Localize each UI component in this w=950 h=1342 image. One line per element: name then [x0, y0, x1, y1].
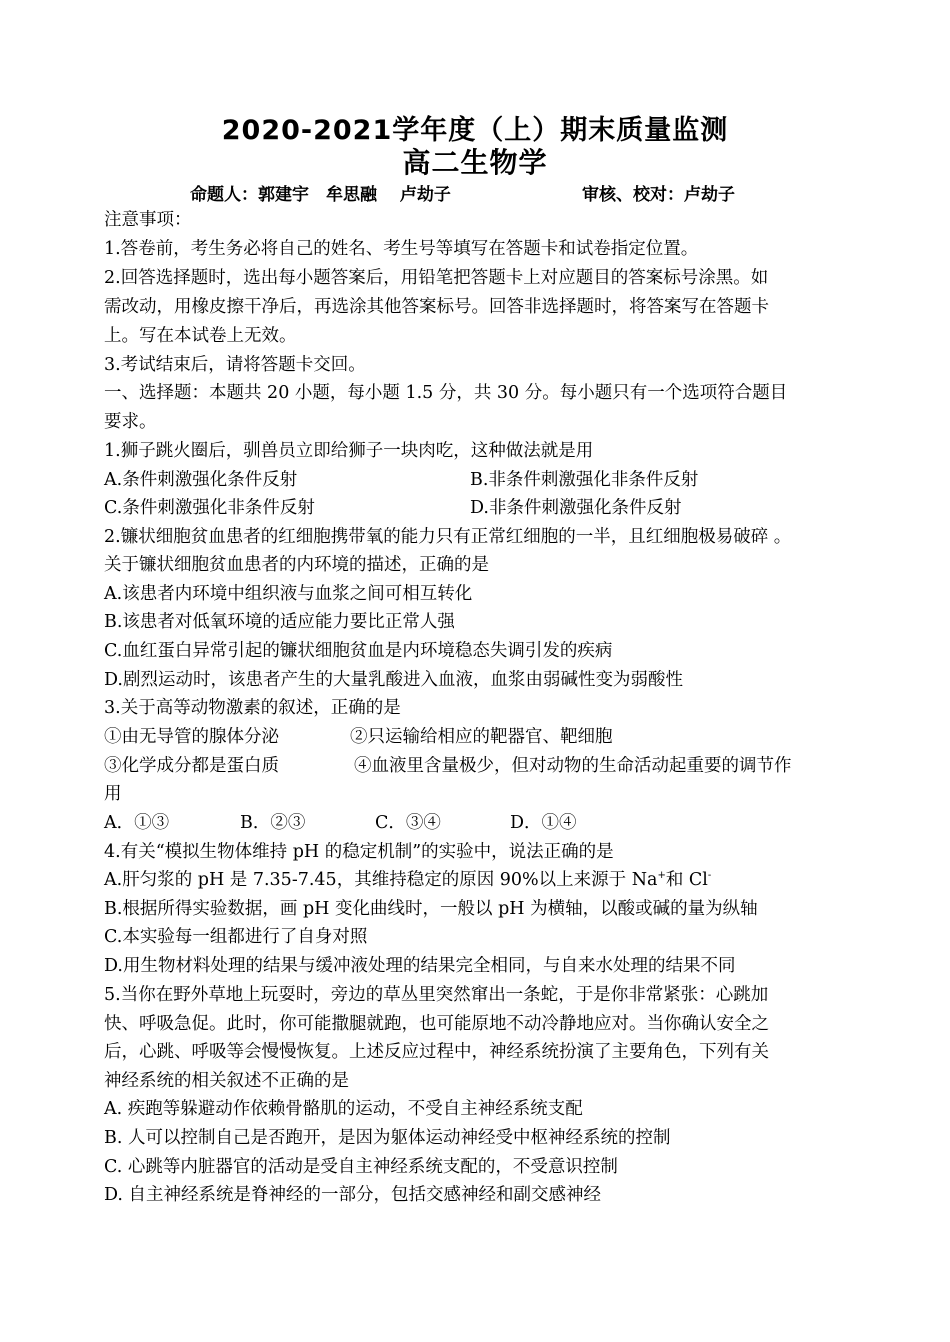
q2-option-d: D.剧烈运动时，该患者产生的大量乳酸进入血液，血浆由弱碱性变为弱酸性	[104, 670, 683, 690]
notice-heading: 注意事项：	[104, 210, 192, 230]
q4-option-b: B.根据所得实验数据，画 pH 变化曲线时，一般以 pH 为横轴，以酸或碱的量为纵轴	[104, 899, 758, 919]
q1-option-c: C.条件刺激强化非条件反射	[104, 498, 315, 518]
exam-title: 2020-2021学年度（上）期末质量监测	[221, 115, 729, 146]
notice-line: 2.回答选择题时，选出每小题答案后，用铅笔把答题卡上对应题目的答案标号涂黑。如	[104, 268, 769, 288]
q4-stem: 4.有关“模拟生物体维持 pH 的稳定机制”的实验中，说法正确的是	[104, 842, 614, 862]
notice-line: 需改动，用橡皮擦干净后，再选涂其他答案标号。回答非选择题时，将答案写在答题卡	[104, 297, 769, 317]
q5-stem-cont: 神经系统的相关叙述不正确的是	[104, 1071, 349, 1091]
q2-option-c: C.血红蛋白异常引起的镰状细胞贫血是内环境稳态失调引发的疾病	[104, 641, 613, 661]
q2-option-a: A.该患者内环境中组织液与血浆之间可相互转化	[104, 584, 473, 604]
q3-stem: 3.关于高等动物激素的叙述，正确的是	[104, 698, 401, 718]
section-heading-cont: 要求。	[104, 412, 157, 432]
exam-subject: 高二生物学	[402, 146, 548, 179]
q5-stem-cont: 后，心跳、呼吸等会慢慢恢复。上述反应过程中，神经系统扮演了主要角色，下列有关	[104, 1042, 769, 1062]
q3-statement-1: ①由无导管的腺体分泌	[104, 727, 279, 747]
q4-option-d: D.用生物材料处理的结果与缓冲液处理的结果完全相同，与自来水处理的结果不同	[104, 956, 736, 976]
q2-option-b: B.该患者对低氧环境的适应能力要比正常人强	[104, 612, 455, 632]
q5-option-b: B. 人可以控制自己是否跑开，是因为躯体运动神经受中枢神经系统的控制	[104, 1128, 671, 1148]
q5-stem-cont: 快、呼吸急促。此时，你可能撒腿就跑，也可能原地不动冷静地应对。当你确认安全之	[104, 1014, 769, 1034]
q1-option-b: B.非条件刺激强化非条件反射	[470, 470, 699, 490]
q1-stem: 1.狮子跳火圈后，驯兽员立即给狮子一块肉吃，这种做法就是用	[104, 441, 594, 461]
notice-line: 3.考试结束后，请将答题卡交回。	[104, 355, 366, 375]
q3-option-b: B．②③	[240, 813, 306, 833]
authors: 命题人：郭建宇 牟思融 卢劫子	[190, 185, 451, 205]
q4-option-a-text: A.肝匀浆的 pH 是 7.35-7.45，其维持稳定的原因 90%以上来源于 Na	[104, 870, 658, 890]
q2-stem: 2.镰状细胞贫血患者的红细胞携带氧的能力只有正常红细胞的一半，且红细胞极易破碎 。	[104, 527, 792, 547]
q5-option-a: A. 疾跑等躲避动作依赖骨骼肌的运动，不受自主神经系统支配	[104, 1099, 583, 1119]
sodium-charge: +	[657, 870, 666, 882]
q3-statement-3: ③化学成分都是蛋白质	[104, 756, 279, 776]
notice-line: 1.答卷前，考生务必将自己的姓名、考生号等填写在答题卡和试卷指定位置。	[104, 239, 699, 259]
q5-option-d: D. 自主神经系统是脊神经的一部分，包括交感神经和副交感神经	[104, 1185, 602, 1205]
q5-option-c: C. 心跳等内脏器官的活动是受自主神经系统支配的，不受意识控制	[104, 1157, 618, 1177]
q3-option-d: D．①④	[510, 813, 577, 833]
q1-option-d: D.非条件刺激强化条件反射	[470, 498, 682, 518]
q4-option-a-text-2: 和 Cl	[665, 870, 708, 890]
q3-statement-2: ②只运输给相应的靶器官、靶细胞	[350, 727, 613, 747]
q3-option-a: A．①③	[104, 813, 170, 833]
chloride-charge: -	[707, 870, 712, 882]
q5-stem: 5.当你在野外草地上玩耍时，旁边的草丛里突然窜出一条蛇，于是你非常紧张：心跳加	[104, 985, 769, 1005]
q1-option-a: A.条件刺激强化条件反射	[104, 470, 298, 490]
section-heading: 一、选择题：本题共 20 小题，每小题 1.5 分，共 30 分。每小题只有一个选项符合题目	[104, 383, 788, 403]
q3-statement-4: ④血液里含量极少，但对动物的生命活动起重要的调节作	[354, 756, 792, 776]
q2-stem-cont: 关于镰状细胞贫血患者的内环境的描述，正确的是	[104, 555, 489, 575]
notice-line: 上。写在本试卷上无效。	[104, 326, 297, 346]
reviewer: 审核、校对：卢劫子	[582, 185, 735, 205]
q3-option-c: C．③④	[375, 813, 441, 833]
q4-option-a	[104, 866, 711, 894]
q4-option-c: C.本实验每一组都进行了自身对照	[104, 927, 368, 947]
q3-statement-4-cont: 用	[104, 784, 122, 804]
